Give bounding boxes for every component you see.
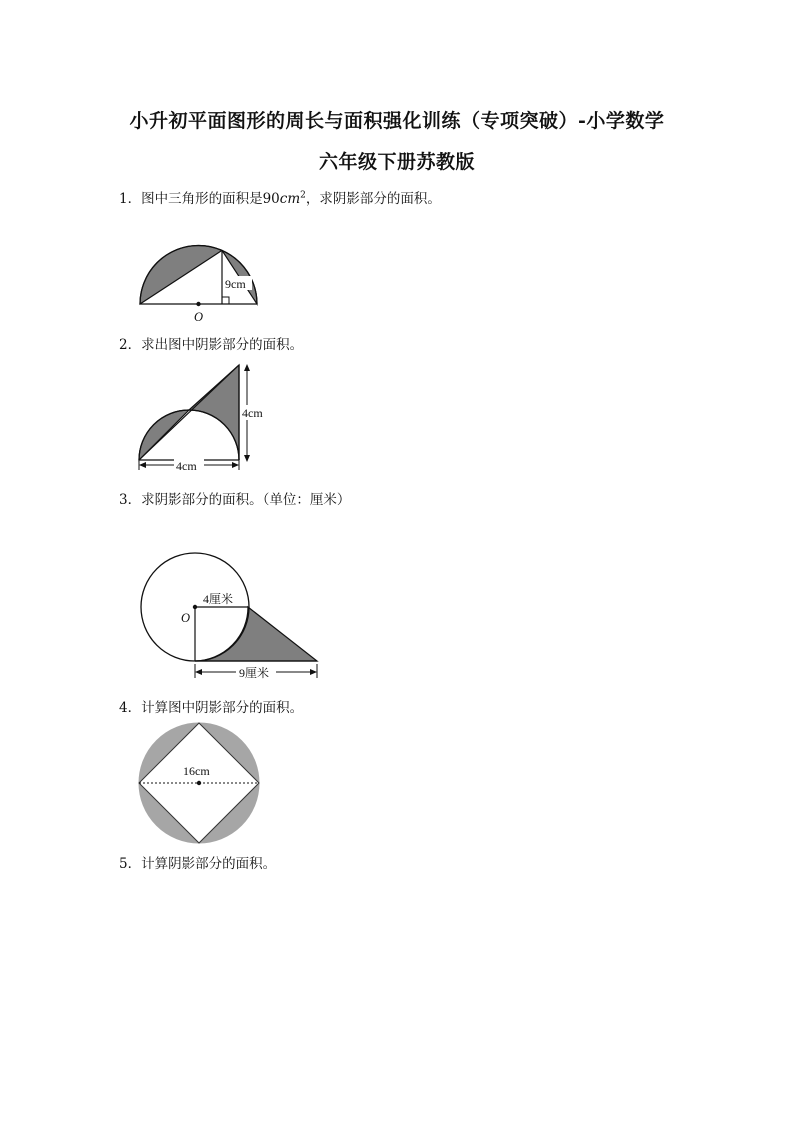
fig1-center-label: O [194, 310, 204, 324]
figure-3 [141, 553, 317, 680]
fig2-arrow-up-icon [244, 364, 250, 371]
figure-1 [140, 245, 257, 324]
question-2 [119, 333, 303, 353]
figure-4 [139, 723, 259, 843]
fig1-right-angle-mark [222, 297, 229, 304]
fig3-shade-region [195, 607, 317, 661]
fig4-center-dot [197, 781, 201, 785]
question-1-text-after: ，求阴影部分的面积。 [305, 191, 441, 207]
fig3-radius-label: 4厘米 [203, 592, 234, 606]
question-2-number: 2． [119, 337, 142, 353]
fig3-center-dot [193, 605, 197, 609]
question-3-text: 求阴影部分的面积。（单位：厘米） [141, 492, 351, 508]
question-1-area-exp: 2 [300, 190, 306, 201]
question-1-number: 1． [119, 191, 142, 207]
fig4-diameter-label: 16cm [183, 764, 210, 778]
fig2-arrow-left-icon [139, 462, 146, 468]
question-1-area-value: 90 [262, 191, 280, 207]
question-1-area-unit: cm [279, 191, 301, 207]
question-5 [119, 852, 276, 872]
fig3-center-label: O [181, 611, 191, 625]
page-subtitle: 六年级下册苏教版 [318, 151, 475, 173]
fig3-arrow-right-icon [310, 669, 317, 675]
question-3 [119, 488, 350, 508]
fig1-center-dot [196, 302, 200, 306]
question-5-text: 计算阴影部分的面积。 [141, 856, 277, 872]
fig3-base-label: 9厘米 [239, 666, 270, 680]
question-4 [119, 696, 303, 716]
page-title: 小升初平面图形的周长与面积强化训练（专项突破）-小学数学 [129, 110, 665, 132]
fig1-height-label: 9cm [225, 277, 246, 291]
fig2-shade-triangle-part [189, 365, 239, 460]
question-5-number: 5． [119, 856, 142, 872]
fig2-arrow-right-icon [232, 462, 239, 468]
fig3-arrow-left-icon [195, 669, 202, 675]
fig2-arrow-down-icon [244, 455, 250, 462]
question-2-text: 求出图中阴影部分的面积。 [141, 337, 304, 353]
fig2-base-label: 4cm [176, 459, 197, 473]
question-3-number: 3． [119, 492, 142, 508]
question-1-text-before: 图中三角形的面积是 [141, 191, 263, 207]
fig1-shade-left-segment [140, 245, 222, 304]
question-4-text: 计算图中阴影部分的面积。 [141, 700, 304, 716]
question-4-number: 4． [119, 700, 142, 716]
figure-2 [139, 364, 268, 473]
fig2-height-label: 4cm [242, 406, 263, 420]
